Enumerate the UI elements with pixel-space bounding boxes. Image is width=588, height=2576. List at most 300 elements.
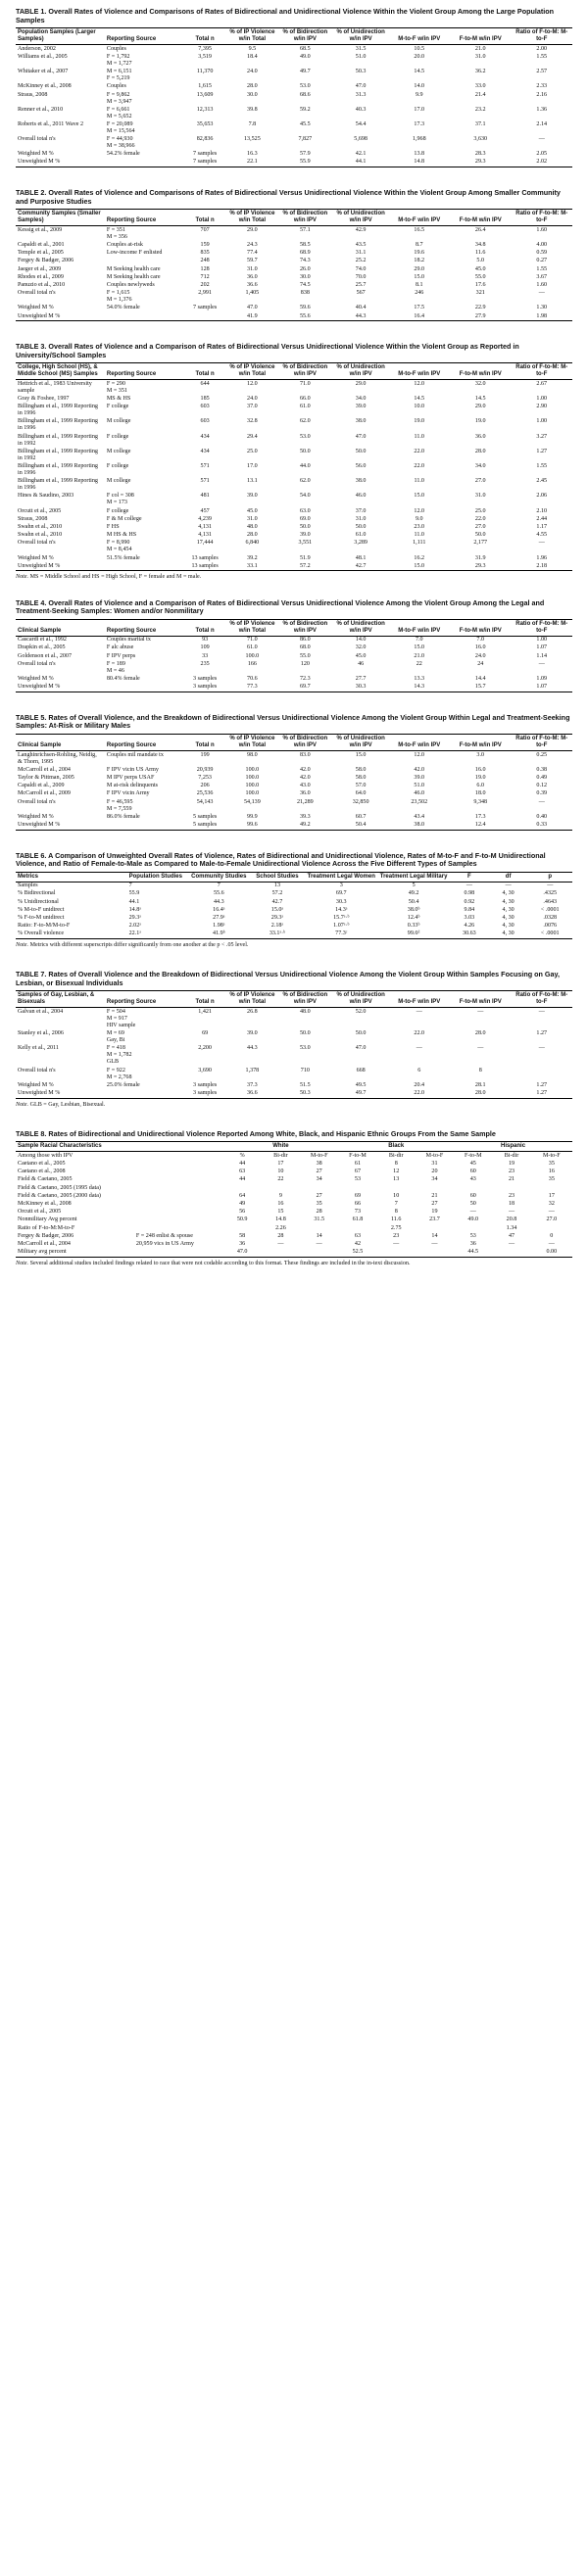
table-cell: 2.67: [536, 380, 548, 387]
table-cell: Hettrich et al., 1983 University sample: [18, 380, 92, 394]
table-row: [16, 1089, 572, 1098]
table-cell: 434: [200, 448, 210, 454]
table-cell: 17: [277, 1161, 284, 1168]
table-row: [16, 821, 572, 830]
table-cell: —: [431, 1240, 438, 1247]
table-cell: 6,840: [245, 540, 260, 547]
table-note: [16, 1261, 572, 1267]
table-cell: 2.33: [536, 83, 548, 90]
table-cell: 15.0: [389, 562, 450, 571]
table-cell: 0.33ᵇ: [407, 923, 420, 930]
column-header: F-to-M w/in IPV: [450, 735, 511, 751]
table-cell: —: [477, 1009, 484, 1015]
table-cell: 23: [508, 1192, 515, 1199]
table-cell: 29.0: [355, 380, 367, 387]
column-header: Ratio of F-to-M: M-to-F: [511, 210, 572, 226]
table-cell: 2,991: [198, 290, 212, 297]
table-cell: 12,313: [196, 106, 214, 113]
table-cell: 1.27: [511, 1089, 572, 1098]
table-cell: 10: [277, 1169, 284, 1175]
table-cell: 37.3: [247, 1081, 258, 1088]
table-cell: 21: [431, 1192, 438, 1199]
table-cell: 26.8: [247, 1009, 258, 1015]
table-row: [16, 923, 572, 930]
table-cell: 0.33: [511, 821, 572, 830]
table-cell: 47.0: [355, 433, 367, 440]
column-header: % of IP Violence w/in Total: [227, 991, 277, 1008]
table-cell: 4, 30: [489, 930, 528, 939]
table-cell: 37.1: [474, 120, 486, 127]
table-cell: Overall total n's: [18, 136, 56, 143]
column-header: Community Studies: [188, 872, 249, 882]
table-cell: 58.0: [355, 774, 367, 781]
table-cell: F alc abuse: [106, 644, 134, 651]
table-cell: 9.9: [415, 91, 423, 98]
table-block-t6: [16, 852, 572, 950]
table-cell: 50.3: [355, 69, 367, 75]
table-cell: 27.9: [450, 312, 511, 321]
table-cell: 12.0: [247, 380, 258, 387]
table-cell: 24.3: [247, 242, 258, 249]
table-cell: 74.5: [300, 281, 311, 288]
table-row: [16, 1184, 572, 1192]
table-cell: 28.0: [474, 448, 486, 454]
table-cell: 3: [339, 883, 343, 889]
table-cell: .0328: [543, 915, 558, 922]
table-cell: 21.4: [474, 91, 486, 98]
table-row: [16, 250, 572, 258]
table-cell: 12.0: [414, 751, 425, 758]
table-cell: 66: [354, 1201, 361, 1208]
table-cell: F = 44,930 M = 38,966: [106, 136, 135, 150]
table-cell: 34.0: [355, 396, 367, 403]
table-cell: 11,370: [196, 69, 214, 75]
table-cell: 49.5: [355, 1081, 367, 1088]
table-cell: 36.2: [474, 69, 486, 75]
table-cell: 4, 30: [502, 890, 514, 897]
table-cell: 27: [316, 1169, 322, 1175]
table-cell: F-to-M: [464, 1152, 482, 1159]
table-cell: F IPV vicin US Army: [106, 766, 159, 773]
column-header: Ratio of F-to-M: M-to-F: [511, 363, 572, 380]
column-header: Population Samples (Larger Samples): [16, 28, 105, 45]
table-cell: 13.3: [414, 676, 425, 683]
table-cell: Couples mil mandate tx: [106, 751, 164, 758]
table-cell: 15.0: [355, 751, 367, 758]
table-row: [16, 273, 572, 281]
table-row: [16, 404, 572, 418]
table-cell: [531, 1224, 572, 1232]
table-cell: 11.0: [414, 478, 424, 485]
table-row: [16, 380, 572, 396]
table-cell: 49.2: [408, 890, 419, 897]
table-cell: 23.7: [429, 1216, 440, 1223]
table-cell: 2.45: [536, 478, 548, 485]
table-cell: 69: [202, 1030, 209, 1037]
table-row: [16, 83, 572, 91]
table-cell: 3,551: [298, 540, 313, 547]
table-cell: 49.7: [333, 1089, 389, 1098]
table-cell: 20,939: [196, 766, 214, 773]
table-cell: 2.18ᵃ: [270, 923, 284, 930]
table-cell: —: [538, 660, 545, 667]
table-cell: 16: [548, 1169, 555, 1175]
table-cell: 47.0: [355, 1045, 367, 1052]
table-cell: [105, 312, 183, 321]
table-row: [16, 684, 572, 692]
table-cell: Orcutt et al., 2005: [18, 1209, 62, 1216]
table-cell: 19.0: [474, 418, 486, 425]
table-cell: 22.1ᵃ: [127, 930, 188, 939]
table-row: [16, 644, 572, 652]
table-cell: 13.8: [414, 151, 425, 158]
table-cell: Unweighted M %: [16, 821, 105, 830]
table-row: [16, 1209, 572, 1216]
table-cell: —: [477, 1045, 484, 1052]
table-cell: Billingham et al., 1999 Reporting in 1996: [18, 404, 98, 417]
table-cell: 31.0: [474, 53, 486, 60]
table-cell: 457: [200, 507, 210, 514]
table-cell: 128: [200, 265, 210, 272]
table-cell: 99.6: [227, 821, 277, 830]
table-cell: 29.3ᵃ: [128, 915, 141, 922]
table-cell: Weighted M %: [18, 813, 54, 820]
table-cell: 1.14: [536, 652, 548, 659]
column-header: Total n: [182, 619, 226, 636]
table-cell: 3,630: [473, 136, 488, 143]
table-cell: 14: [431, 1232, 438, 1239]
table-row: [16, 136, 572, 151]
table-cell: [134, 1161, 223, 1169]
table-cell: 51.5% female: [106, 554, 140, 561]
table-cell: Kessig et al., 2009: [18, 226, 63, 233]
table-cell: 15.7ᵃ·ᵇ: [333, 915, 350, 922]
table-cell: 100.0: [245, 766, 260, 773]
column-header: Clinical Sample: [16, 619, 105, 636]
table-block-t3: [16, 343, 572, 581]
table-cell: 7,395: [198, 45, 212, 52]
table-cell: [416, 1224, 454, 1232]
table-cell: 55.6: [213, 890, 224, 897]
table-cell: 1,421: [198, 1009, 212, 1015]
table-cell: 47.0: [223, 1249, 262, 1258]
table-cell: 33.1: [227, 562, 277, 571]
table-cell: 36.6: [247, 281, 258, 288]
table-cell: [492, 1184, 530, 1192]
table-cell: [134, 1209, 223, 1216]
table-cell: Kelly et al., 2011: [18, 1045, 59, 1052]
table-cell: 47.0: [247, 305, 258, 311]
table-cell: [134, 1192, 223, 1200]
table-cell: Couples at-risk: [106, 242, 143, 249]
table-row: [16, 1232, 572, 1240]
note-text: Several additional studies included findings related to race that were not codable according to this format. These findings are included in the in-text discussion.: [28, 1260, 411, 1266]
table-cell: 710: [300, 1067, 310, 1073]
table-cell: 60.7: [355, 813, 367, 820]
table-cell: 25.0% female: [106, 1081, 140, 1088]
note-lead: Note.: [16, 1101, 29, 1108]
table-cell: 44.3: [213, 898, 224, 905]
table-cell: [416, 1184, 454, 1192]
table-cell: 72.3: [300, 676, 311, 683]
table-cell: 44: [239, 1176, 246, 1183]
table-cell: 22.0: [474, 515, 486, 522]
table-cell: 4,131: [198, 523, 212, 530]
table-cell: 28.0: [474, 1030, 486, 1037]
table-cell: 14.0: [414, 83, 425, 90]
data-table: [16, 209, 572, 321]
table-cell: Unweighted M %: [16, 684, 105, 692]
table-cell: 20: [431, 1169, 438, 1175]
table-cell: 62.0: [300, 418, 311, 425]
table-cell: 55.0: [300, 652, 311, 659]
table-cell: 42.1: [355, 151, 367, 158]
table-cell: 1.07: [511, 684, 572, 692]
table-cell: 18.2: [414, 258, 425, 264]
table-cell: F = 248 enlist & spouse: [135, 1232, 193, 1239]
column-header: % of IP Violence w/in Total: [227, 735, 277, 751]
table-row: [16, 396, 572, 404]
column-header: Total n: [182, 210, 226, 226]
table-row: [16, 798, 572, 813]
table-cell: 838: [300, 290, 310, 297]
table-cell: M = 69 Gay, Bi: [106, 1030, 125, 1044]
table-row: [16, 281, 572, 289]
table-cell: Overall total n's: [18, 290, 56, 297]
table-cell: 45: [469, 1161, 476, 1168]
table-cell: 48.0: [300, 1009, 311, 1015]
table-cell: 39.0: [247, 1030, 258, 1037]
table-block-t7: [16, 971, 572, 1109]
table-cell: Unweighted M %: [16, 159, 105, 167]
table-cell: Hines & Saudino, 2003: [18, 493, 74, 500]
table-cell: 56: [239, 1209, 246, 1216]
table-cell: [300, 1249, 338, 1258]
column-header: M-to-F w/in IPV: [389, 363, 450, 380]
table-cell: F = 9,862 M = 3,947: [106, 91, 132, 105]
header-row: [16, 991, 572, 1008]
table-cell: 31.5: [314, 1216, 325, 1223]
table-cell: [134, 1224, 223, 1232]
table-cell: 0.39: [536, 790, 548, 797]
table-cell: 15: [277, 1209, 284, 1216]
table-cell: 235: [200, 660, 210, 667]
table-cell: 2,200: [198, 1045, 212, 1052]
table-cell: 50.3: [277, 1089, 333, 1098]
table-cell: 44.1: [128, 898, 140, 905]
table-cell: 13 samples: [182, 562, 226, 571]
table-cell: 206: [200, 783, 210, 789]
table-cell: 2.10: [536, 507, 548, 514]
table-row: [16, 532, 572, 540]
table-cell: 603: [200, 404, 210, 410]
table-cell: F = 1,615 M = 1,376: [106, 290, 132, 304]
table-cell: Samples: [18, 883, 38, 889]
header-row: [16, 872, 572, 882]
table-cell: 44.5: [454, 1249, 492, 1258]
table-cell: 44.1: [333, 159, 389, 167]
table-cell: 41.9: [227, 312, 277, 321]
table-cell: 199: [200, 751, 210, 758]
note-lead: Note.: [16, 1260, 29, 1266]
table-title: TABLE 4. Overall Rates of Violence and a Comparison of Rates of Bidirectional Versus Unidirectional Violence Among the Violent Group Among the Legal and Treatment-Seeking Samples: Women and/or Nonmilitary: [16, 597, 545, 616]
table-cell: 4.00: [536, 242, 548, 249]
table-cell: McCarroll et al., 2009: [18, 790, 71, 797]
table-cell: Bi-dir: [388, 1152, 404, 1159]
table-cell: McKinney et al., 2008: [18, 1201, 72, 1208]
table-cell: 71.0: [300, 380, 311, 387]
table-cell: 3,289: [354, 540, 368, 547]
table-cell: 3.0: [476, 751, 485, 758]
table-cell: 57.9: [300, 151, 311, 158]
table-cell: 27.7: [355, 676, 367, 683]
table-cell: F = 351 M = 356: [106, 226, 127, 240]
table-row: [16, 507, 572, 515]
table-cell: 55.9: [128, 890, 140, 897]
table-cell: < .0001: [528, 930, 573, 939]
table-cell: 51.5: [300, 1081, 311, 1088]
table-cell: 24.0: [247, 69, 258, 75]
group-header: White: [223, 1142, 339, 1152]
table-cell: 54.0% female: [106, 305, 140, 311]
table-cell: McCarroll et al., 2004: [18, 766, 71, 773]
table-cell: 50.0: [300, 1030, 311, 1037]
table-row: [16, 493, 572, 507]
table-cell: 43: [469, 1176, 476, 1183]
table-cell: 16.5: [414, 226, 425, 233]
table-cell: 31.0: [247, 515, 258, 522]
table-cell: 14.3: [389, 684, 450, 692]
table-cell: 5.0: [476, 258, 485, 264]
table-cell: 14.4: [474, 676, 486, 683]
column-header: % of Unidirection w/in IPV: [333, 735, 389, 751]
table-row: [16, 882, 572, 890]
table-cell: Field & Caetano, 2005 (2000 data): [18, 1192, 101, 1199]
table-cell: 49.7: [300, 69, 311, 75]
table-cell: 2.16: [536, 91, 548, 98]
header-row: [16, 363, 572, 380]
table-cell: 52.5: [338, 1249, 376, 1258]
table-cell: M HS & HS: [106, 532, 137, 539]
table-cell: —: [416, 1009, 422, 1015]
table-cell: 0.49: [536, 774, 548, 781]
table-cell: 54.0: [300, 493, 311, 500]
table-cell: Cascardi et al., 1992: [18, 637, 67, 644]
column-header: Reporting Source: [105, 363, 183, 380]
table-cell: 1,968: [412, 136, 426, 143]
table-cell: Weighted M %: [18, 676, 54, 683]
table-cell: 21,289: [296, 798, 314, 805]
table-cell: 712: [200, 273, 210, 280]
table-cell: 185: [200, 396, 210, 403]
table-cell: 571: [200, 478, 210, 485]
table-cell: 60: [469, 1169, 476, 1175]
table-cell: Unweighted M %: [16, 312, 105, 321]
table-cell: 16.2: [414, 554, 425, 561]
table-cell: % Bidirectional: [18, 890, 56, 897]
table-cell: 24: [477, 660, 484, 667]
table-cell: 1.17: [536, 523, 548, 530]
table-block-t8: [16, 1130, 572, 1267]
table-cell: Roberts et al., 2011 Wave 2: [18, 120, 84, 127]
table-cell: [105, 1089, 183, 1098]
table-cell: 32.8: [247, 418, 258, 425]
table-cell: % M-to-F unidirect: [18, 906, 65, 913]
table-cell: 4, 30: [502, 906, 514, 913]
table-cell: 4.26: [464, 923, 475, 930]
table-row: [16, 675, 572, 683]
table-cell: 58.5: [300, 242, 311, 249]
column-header: College, High School (HS), & Middle School (MS) Samples: [16, 363, 105, 380]
table-cell: 37.0: [355, 507, 367, 514]
table-row: [16, 448, 572, 462]
table-cell: 67: [354, 1169, 361, 1175]
column-header: % of Bidirection w/in IPV: [277, 619, 333, 636]
table-cell: F college: [106, 433, 129, 440]
table-cell: 61.0: [355, 532, 367, 539]
table-cell: 26.4: [474, 226, 486, 233]
table-cell: 74.0: [355, 265, 367, 272]
table-cell: 61.0: [300, 404, 311, 410]
table-cell: Caetano et al., 2008: [18, 1169, 66, 1175]
table-cell: 2.18: [511, 562, 572, 571]
table-cell: 3 samples: [193, 676, 218, 683]
table-cell: 42.7: [271, 898, 283, 905]
table-cell: 11.0: [414, 532, 424, 539]
table-row: [16, 45, 572, 54]
table-cell: Capaldi et al., 2009: [18, 783, 65, 789]
table-cell: 49.2: [277, 821, 333, 830]
table-cell: 23.2: [474, 106, 486, 113]
table-row: [16, 151, 572, 159]
table-cell: 34: [316, 1176, 322, 1183]
table-cell: 4,239: [198, 515, 212, 522]
table-cell: 46.0: [414, 790, 425, 797]
table-block-t5: [16, 714, 572, 831]
table-cell: McCarroll et al., 2004: [18, 1240, 71, 1247]
table-cell: 5,698: [354, 136, 368, 143]
table-cell: .0076: [543, 923, 558, 930]
header-row: [16, 735, 572, 751]
table-cell: [105, 684, 183, 692]
table-cell: 603: [200, 418, 210, 425]
column-header: % of Unidirection w/in IPV: [333, 991, 389, 1008]
table-cell: [300, 1224, 338, 1232]
table-cell: 39.3: [300, 813, 311, 820]
table-cell: 1.55: [536, 53, 548, 60]
table-cell: 86.0: [300, 637, 311, 644]
table-cell: 32.0: [474, 380, 486, 387]
table-cell: 69.7: [277, 684, 333, 692]
table-cell: 7 samples: [182, 159, 226, 167]
table-cell: Billingham et al., 1999 Reporting in 1992: [18, 433, 98, 447]
table-cell: 3,690: [198, 1067, 212, 1073]
table-row: [16, 523, 572, 531]
table-cell: 34: [431, 1176, 438, 1183]
column-header: % of Unidirection w/in IPV: [333, 363, 389, 380]
table-cell: 23: [508, 1169, 515, 1175]
table-cell: [492, 1249, 530, 1258]
table-cell: Low-income F enlisted: [106, 250, 163, 257]
table-cell: 13: [273, 883, 280, 889]
table-cell: 36.6: [227, 1089, 277, 1098]
table-cell: 29.3: [450, 562, 511, 571]
table-cell: 14.8: [275, 1216, 286, 1223]
table-cell: Fergey & Badger, 2006: [18, 258, 74, 264]
column-header: % of IP Violence w/in Total: [227, 619, 277, 636]
table-row: [16, 1192, 572, 1200]
table-cell: 4, 30: [502, 898, 514, 905]
